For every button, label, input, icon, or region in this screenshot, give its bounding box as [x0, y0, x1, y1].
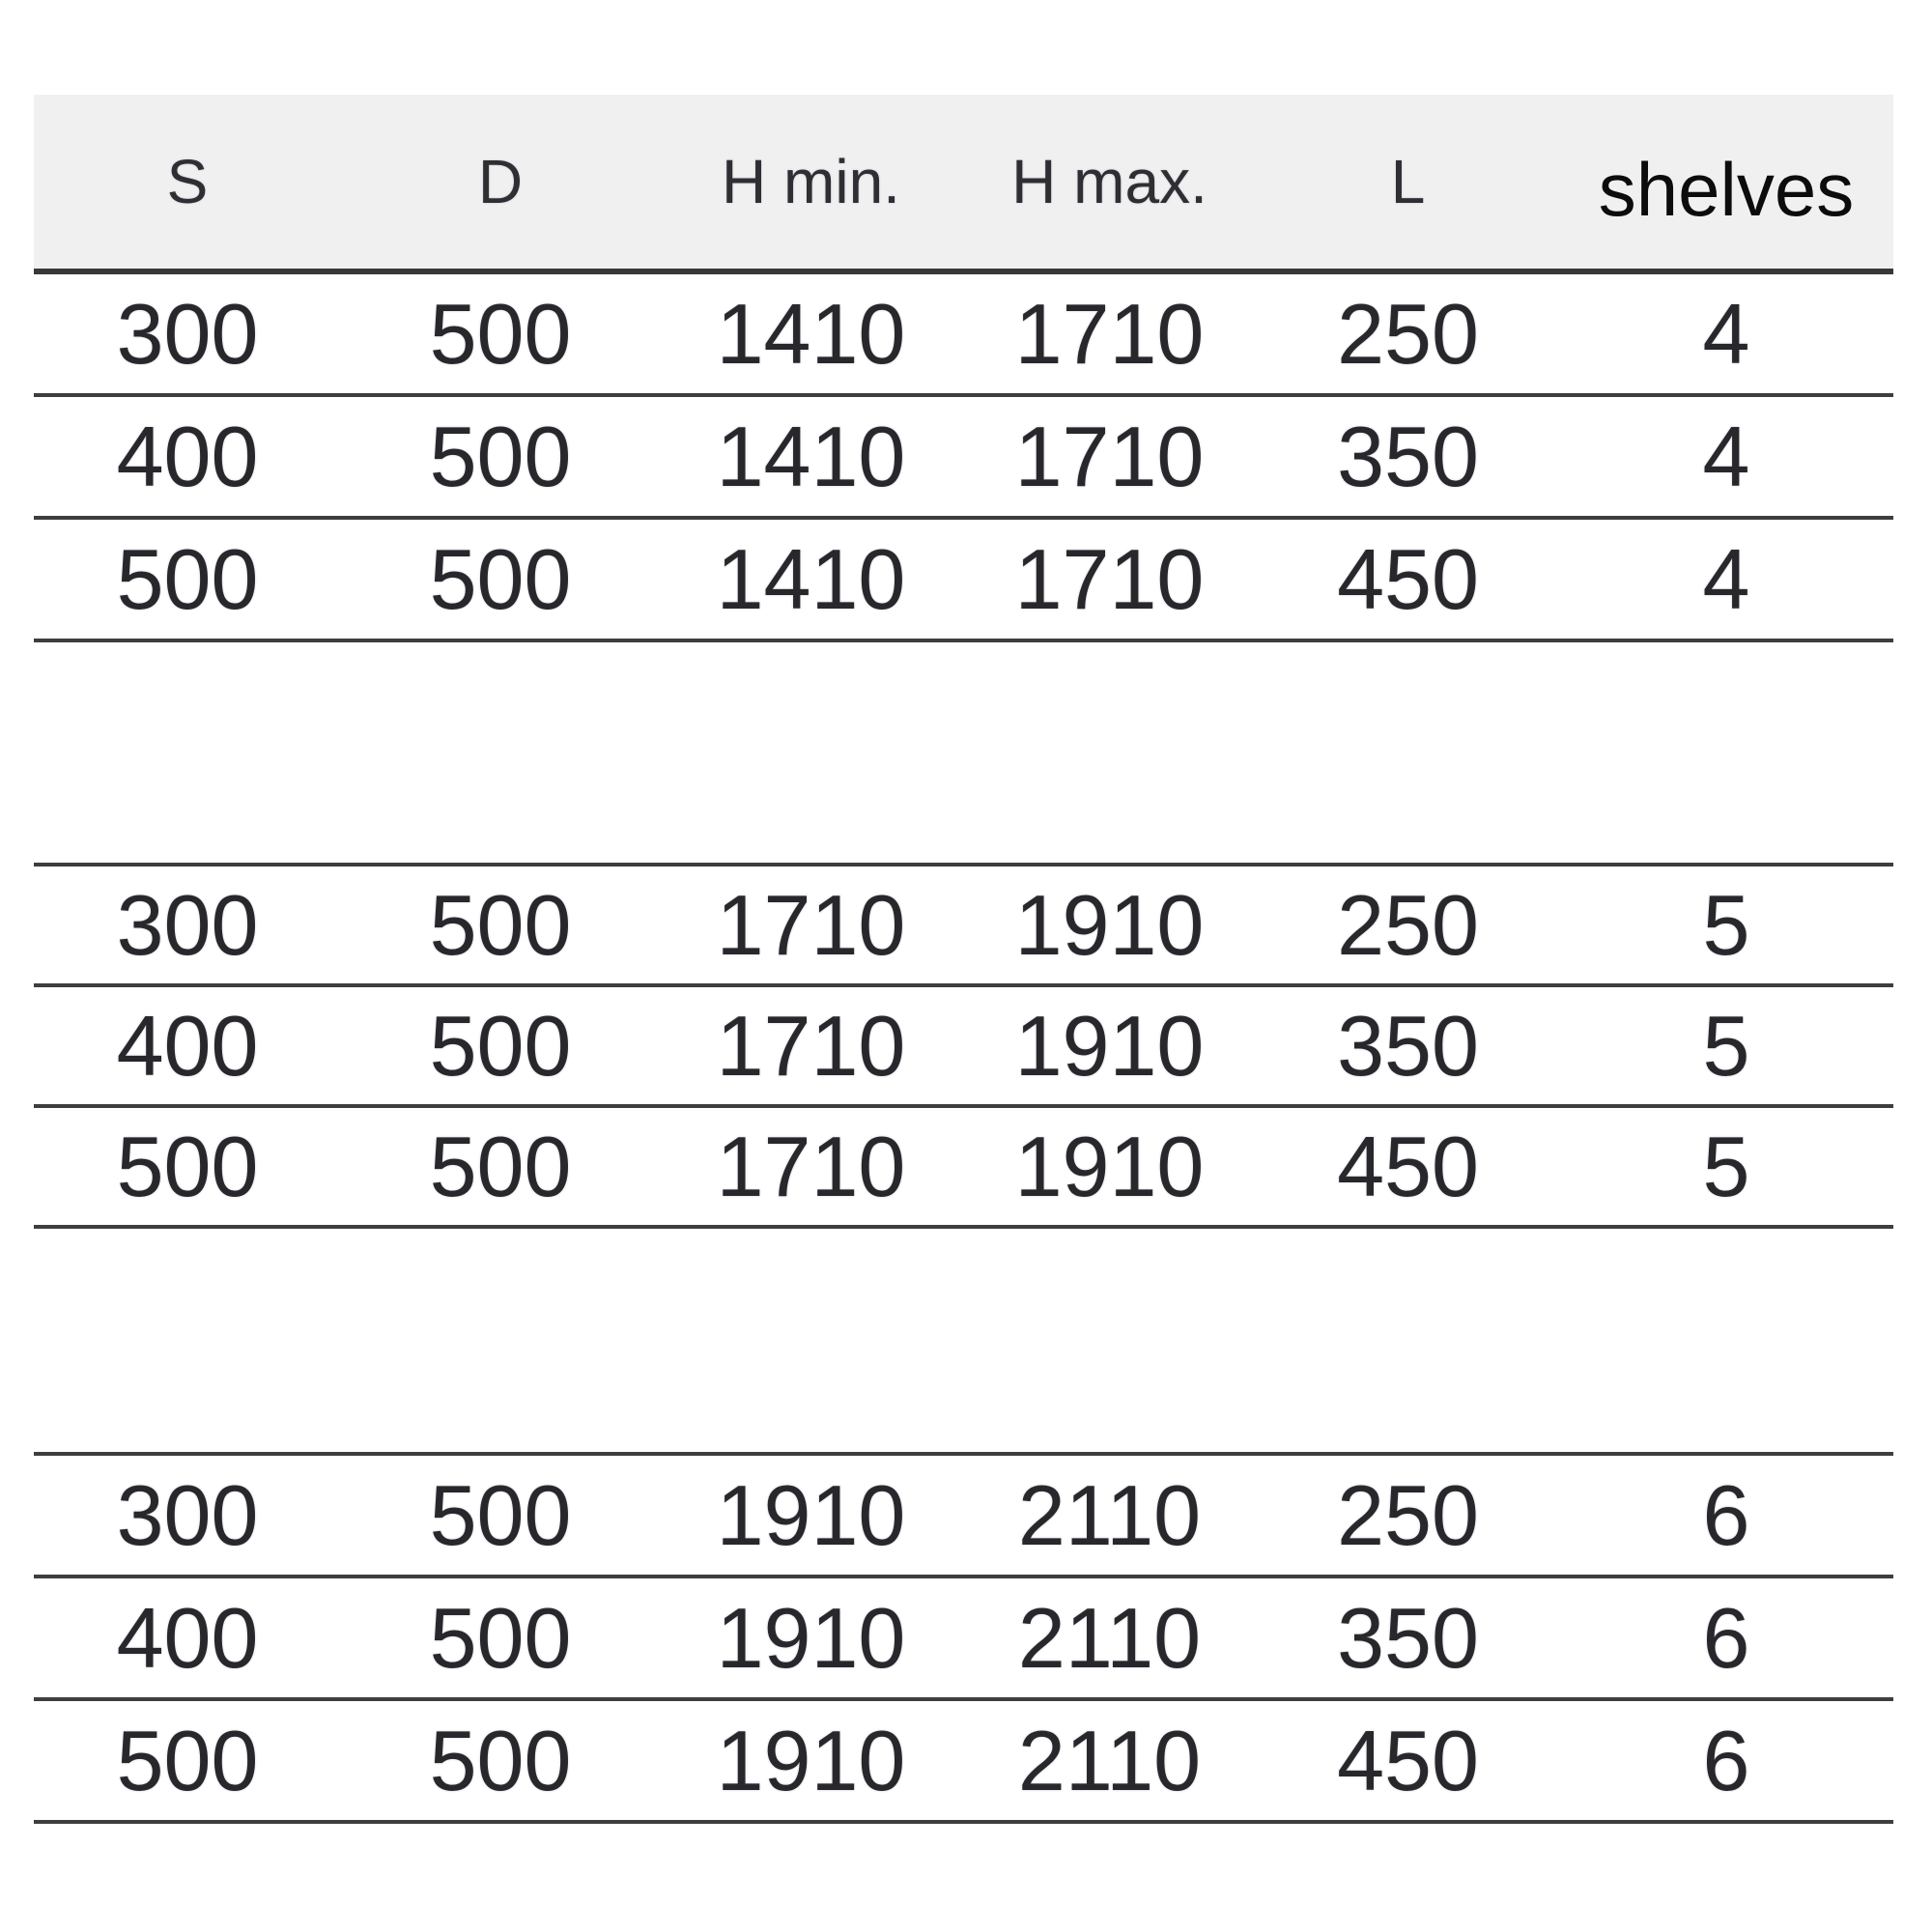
table-row: [34, 520, 1893, 642]
dimensions-table: [34, 95, 1893, 1824]
cell-s: 300: [116, 285, 259, 382]
cell-h-min: 1410: [716, 408, 906, 504]
column-header-h-min: H min.: [722, 147, 900, 216]
cell-l: 250: [1337, 876, 1479, 973]
cell-h-min: 1410: [716, 285, 906, 382]
cell-shelves: 4: [1702, 285, 1750, 382]
cell-h-max: 1710: [1014, 530, 1205, 627]
cell-s: 500: [116, 1118, 259, 1214]
cell-shelves: 6: [1702, 1712, 1750, 1808]
cell-h-min: 1910: [716, 1712, 906, 1808]
table-row: [34, 1578, 1893, 1701]
table-header-row: [34, 95, 1893, 274]
cell-h-max: 1910: [1014, 997, 1205, 1094]
table-group-4-shelves: [34, 274, 1893, 642]
cell-h-max: 1910: [1014, 876, 1205, 973]
cell-d: 500: [429, 1589, 572, 1686]
cell-shelves: 4: [1702, 408, 1750, 504]
cell-h-min: 1910: [716, 1466, 906, 1563]
cell-s: 500: [116, 1712, 259, 1808]
cell-shelves: 5: [1702, 1118, 1750, 1214]
column-header-d: D: [477, 147, 524, 216]
cell-s: 500: [116, 530, 259, 627]
cell-h-min: 1710: [716, 1118, 906, 1214]
cell-l: 450: [1337, 1712, 1479, 1808]
cell-s: 400: [116, 408, 259, 504]
cell-h-max: 1710: [1014, 408, 1205, 504]
cell-h-max: 2110: [1017, 1466, 1202, 1563]
column-header-shelves: shelves: [1598, 146, 1855, 232]
cell-l: 250: [1337, 285, 1479, 382]
column-header-s: S: [166, 147, 209, 216]
table-group-6-shelves: [34, 1452, 1893, 1824]
cell-d: 500: [429, 530, 572, 627]
table-row: [34, 987, 1893, 1108]
cell-l: 450: [1337, 1118, 1479, 1214]
cell-d: 500: [429, 1466, 572, 1563]
cell-d: 500: [429, 408, 572, 504]
cell-h-min: 1410: [716, 530, 906, 627]
cell-s: 400: [116, 997, 259, 1094]
cell-d: 500: [429, 876, 572, 973]
cell-h-min: 1710: [716, 876, 906, 973]
cell-s: 300: [116, 876, 259, 973]
table-row: [34, 1701, 1893, 1824]
cell-shelves: 4: [1702, 530, 1750, 627]
cell-shelves: 6: [1702, 1466, 1750, 1563]
cell-d: 500: [429, 285, 572, 382]
table-group-5-shelves: [34, 863, 1893, 1229]
cell-shelves: 6: [1702, 1589, 1750, 1686]
cell-shelves: 5: [1702, 997, 1750, 1094]
column-header-l: L: [1390, 147, 1426, 216]
cell-l: 250: [1337, 1466, 1479, 1563]
table-row: [34, 397, 1893, 520]
cell-h-max: 2110: [1017, 1589, 1202, 1686]
cell-l: 350: [1337, 1589, 1479, 1686]
group-gap: [34, 642, 1893, 863]
cell-d: 500: [429, 1118, 572, 1214]
cell-h-max: 1910: [1014, 1118, 1205, 1214]
cell-h-max: 2110: [1017, 1712, 1202, 1808]
table-row: [34, 1108, 1893, 1229]
table-row: [34, 867, 1893, 987]
table-row: [34, 1456, 1893, 1578]
cell-l: 450: [1337, 530, 1479, 627]
cell-l: 350: [1337, 408, 1479, 504]
cell-h-min: 1710: [716, 997, 906, 1094]
cell-s: 300: [116, 1466, 259, 1563]
group-gap: [34, 1229, 1893, 1452]
column-header-h-max: H max.: [1011, 147, 1208, 216]
cell-s: 400: [116, 1589, 259, 1686]
cell-d: 500: [429, 1712, 572, 1808]
cell-l: 350: [1337, 997, 1479, 1094]
cell-d: 500: [429, 997, 572, 1094]
table-row: [34, 274, 1893, 397]
cell-h-max: 1710: [1014, 285, 1205, 382]
cell-h-min: 1910: [716, 1589, 906, 1686]
cell-shelves: 5: [1702, 876, 1750, 973]
